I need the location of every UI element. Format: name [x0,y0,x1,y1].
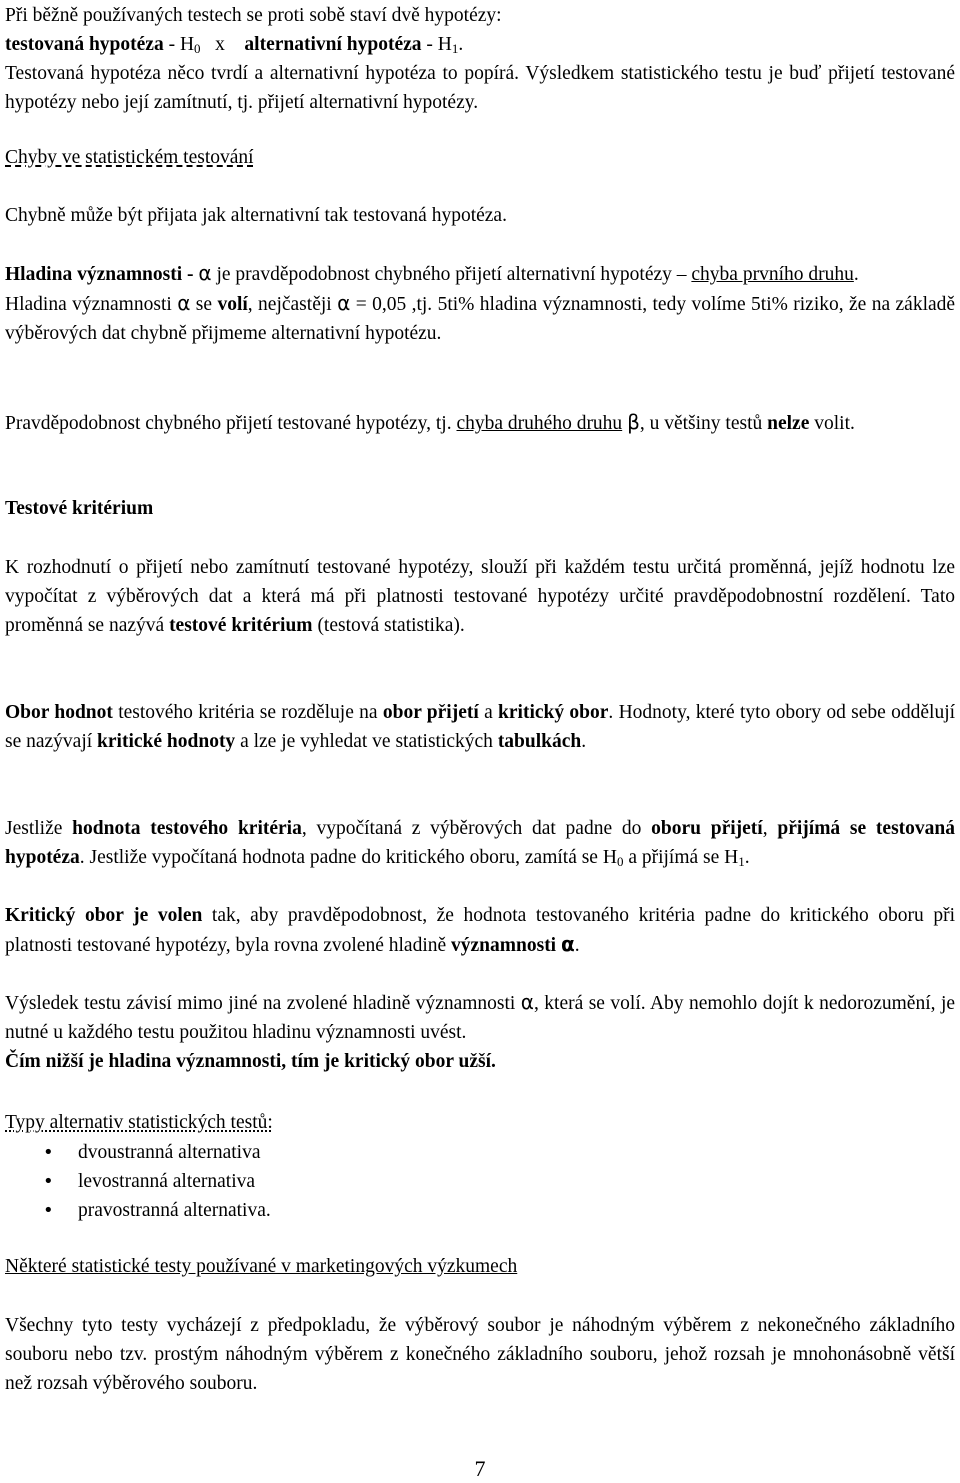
critical-region-paragraph [5,901,955,960]
subscript-0: 0 [616,854,624,869]
criterion-text-2: (testová statistika). [317,615,465,636]
alpha-term: Hladina významnosti - [5,264,194,285]
jestli-text: Jestliže [5,818,63,839]
criterion-heading-text: Testové kritérium [5,498,154,519]
period: . [458,34,464,55]
alpha-symbol: α [198,261,212,285]
alternatives-heading-text: Typy alternativ statistických testů: [5,1112,273,1133]
critical-region-chosen: Kritický obor je volen [5,905,203,926]
obor-text-3: . Hodnoty, které tyto obory od sebe oddělují se nazývají [5,702,956,752]
marketing-heading [5,1252,955,1281]
beta-text: Pravděpodobnost chybného přijetí testované hypotézy, tj. [5,413,452,434]
alpha-symbol: α [520,990,534,1014]
jestli-paragraph [5,814,955,872]
null-hypothesis-label: testovaná hypotéza [5,34,164,55]
alpha-definition: je pravděpodobnost chybného přijetí alternativní hypotézy – [216,264,687,285]
errors-sentence: Chybně může být přijata jak alternativní tak testovaná hypotéza. [5,205,507,226]
cannot-term: nelze [767,413,810,434]
alpha-symbol: α [177,291,191,315]
criterion-value-term: hodnota testového kritéria [72,818,302,839]
test-criterion-term: testové kritérium [169,615,313,636]
result-paragraph [5,988,955,1076]
intro-line: Při běžně používaných testech se proti sobě staví dvě hypotézy: [5,5,502,26]
jestli-text-4: . Jestliže vypočítaná hodnota padne do kritického oboru, zamítá se H [79,847,617,868]
marketing-heading-text: Některé statistické testy používané v marketingových výzkumech [5,1256,518,1277]
comma: , [762,818,768,839]
alpha-symbol: α [560,932,575,956]
value-range-term: Obor hodnot [5,702,113,723]
alt-symbol: - H [421,34,452,55]
versus-x: x [215,34,225,55]
list-item: • dvoustranná alternativa [5,1138,905,1167]
intro-paragraph [5,1,955,117]
critical-region-term: kritický obor [498,702,609,723]
alt-hypothesis-label: alternativní hypotéza [244,34,422,55]
obor-text-2: a [484,702,493,723]
alternatives-heading [5,1108,955,1137]
errors-heading [5,143,955,172]
beta-symbol: β [627,410,640,434]
obor-paragraph [5,698,955,756]
critical-text: tak, aby pravděpodobnost, že hodnota testovaného kritéria padne do kritického oboru při platnosti testované hypotézy, byla rovna zvolené hladině [5,905,956,956]
list-item: • pravostranná alternativa. [5,1196,905,1225]
jestli-text-2: , vypočítaná z výběrových dat padne do [301,818,642,839]
beta-text-2: , u většiny testů [639,413,763,434]
alpha-line-d: , nejčastěji [247,294,332,315]
jestli-text-5: a přijímá se H [623,847,739,868]
alpha-chosen: volí [217,294,248,315]
type-two-error: chyba druhého druhu [456,413,623,434]
critical-values-term: kritické hodnoty [97,731,236,752]
period: . [581,731,587,752]
subscript-1: 1 [451,41,459,56]
beta-text-3: volit. [814,413,855,434]
alpha-line-a: Hladina významnosti [5,294,172,315]
criterion-heading [5,494,955,523]
criterion-text: K rozhodnutí o přijetí nebo zamítnutí testované hypotézy, slouží při každém testu určitá proměnná, jejíž hodnotu lze vypočítat z výběrových dat a která má při platnosti testované hypotézy určité pravděpodobnostní rozdělení. Tato proměnná se nazývá [5,557,955,636]
result-conclusion: Čím nižší je hladina významnosti, tím je kritický obor užší. [5,1051,496,1072]
period: . [853,264,859,285]
acceptance-region-term: obor přijetí [382,702,479,723]
intro-body: Testovaná hypotéza něco tvrdí a alternativní hypotéza to popírá. Výsledkem statistického testu je buď přijetí testované hypotézy nebo její zamítnutí, tj. přijetí alternativní hypotézy. [5,63,955,113]
period: . [574,935,580,956]
list-item: • levostranná alternativa [5,1167,905,1196]
errors-heading-text: Chyby ve statistickém testování [5,147,254,168]
period: . [744,847,750,868]
acceptance-region-term: oboru přijetí [651,818,763,839]
alpha-line-e: = 0,05 ,tj. 5ti% hladina významnosti, tedy volíme 5ti% riziko, že na základě výběrových dat chybně přijmeme alternativní hypotézu. [5,294,956,344]
alpha-symbol: α [337,291,351,315]
type-one-error: chyba prvního druhu [691,264,854,285]
result-text-2: , která se volí. Aby nemohlo dojít k nedorozumění, je nutné u každého testu použitou hladinu významnosti uvést. [5,993,956,1043]
subscript-0: 0 [194,41,201,56]
obor-text-4: a lze je vyhledat ve statistických [240,731,493,752]
alternatives-list [5,1138,905,1225]
null-symbol: - H [163,34,195,55]
alpha-paragraph [5,259,955,348]
result-text: Výsledek testu závisí mimo jiné na zvolené hladině významnosti [5,993,516,1014]
accepted-hypothesis-term: přijímá se testovaná hypotéza [5,818,956,868]
criterion-paragraph [5,553,955,640]
significance-term: významnosti [451,935,557,956]
tables-term: tabulkách [497,731,582,752]
beta-paragraph [5,408,955,438]
alpha-line-b: se [195,294,213,315]
obor-text: testového kritéria se rozděluje na [118,702,378,723]
page-number: 7 [474,1456,486,1481]
marketing-paragraph: Všechny tyto testy vycházejí z předpokladu, že výběrový soubor je náhodným výběrem z nekonečného základního souboru nebo tzv. prostým náhodným výběrem z konečného základního souboru, jehož rozsah je mnohonásobně větší než rozsah výběrového souboru. [5,1315,955,1394]
subscript-1: 1 [738,854,745,869]
